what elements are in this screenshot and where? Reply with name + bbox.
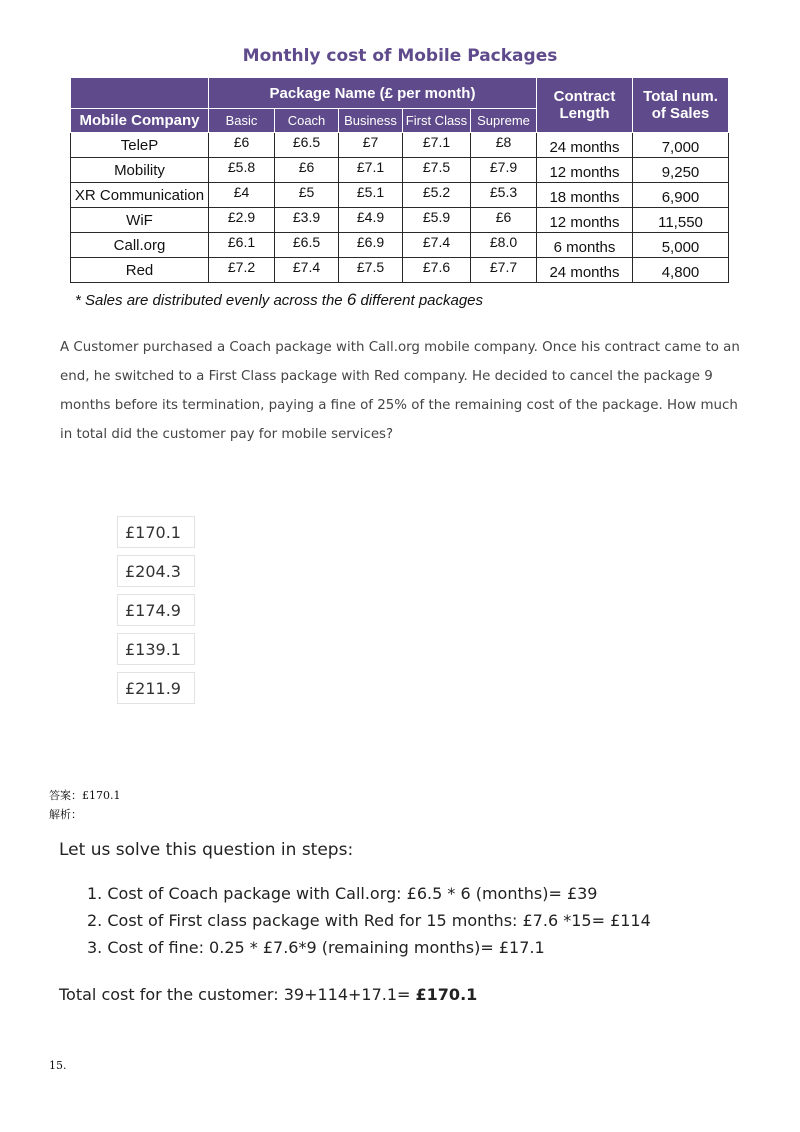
- price-cell: £7.4: [275, 258, 339, 283]
- price-cell: £8.0: [471, 233, 537, 258]
- company-cell: XR Communication: [71, 183, 209, 208]
- price-cell: £5.8: [209, 158, 275, 183]
- footnote-number: 6: [346, 290, 357, 309]
- package-header-supreme: Supreme: [471, 109, 537, 133]
- table-row: [71, 158, 729, 183]
- solution-steps: [87, 883, 651, 964]
- price-cell: £5.2: [403, 183, 471, 208]
- company-cell: Mobility: [71, 158, 209, 183]
- sales-cell: 6,900: [633, 183, 729, 208]
- question-number: 15.: [49, 1059, 67, 1072]
- option-4[interactable]: £139.1: [117, 633, 195, 665]
- table-row: [71, 258, 729, 283]
- table-row: [71, 233, 729, 258]
- price-cell: £6: [471, 208, 537, 233]
- sales-cell: 7,000: [633, 133, 729, 158]
- price-cell: £7.1: [403, 133, 471, 158]
- package-header-first-class: First Class: [403, 109, 471, 133]
- company-cell: Call.org: [71, 233, 209, 258]
- package-header-basic: Basic: [209, 109, 275, 133]
- price-cell: £7.6: [403, 258, 471, 283]
- package-header-business: Business: [339, 109, 403, 133]
- table-row: [71, 133, 729, 158]
- analysis-label: 解析：: [49, 808, 82, 821]
- solution-step-2: 2. Cost of First class package with Red for 15 months: £7.6 *15= £114: [87, 911, 651, 930]
- price-cell: £6: [275, 158, 339, 183]
- price-cell: £6.9: [339, 233, 403, 258]
- solution-total-value: £170.1: [415, 985, 478, 1004]
- package-group-header: Package Name (£ per month): [209, 78, 537, 109]
- solution-intro: Let us solve this question in steps:: [59, 840, 354, 860]
- price-cell: £2.9: [209, 208, 275, 233]
- price-cell: £6.5: [275, 233, 339, 258]
- contract-cell: 12 months: [537, 208, 633, 233]
- package-header-coach: Coach: [275, 109, 339, 133]
- price-cell: £5.9: [403, 208, 471, 233]
- sales-header-line1: Total num.: [643, 88, 718, 105]
- question-text: A Customer purchased a Coach package with Call.org mobile company. Once his contract came to an end, he switched to a First Class package with Red company. He decided to cancel the package 9 months before its termination, paying a fine of 25% of the remaining cost of the package. How much in total did the customer pay for mobile services?: [60, 340, 740, 442]
- price-cell: £6.5: [275, 133, 339, 158]
- contract-cell: 6 months: [537, 233, 633, 258]
- sales-cell: 9,250: [633, 158, 729, 183]
- contract-cell: 18 months: [537, 183, 633, 208]
- table-row: [71, 183, 729, 208]
- price-cell: £7.1: [339, 158, 403, 183]
- price-cell: £7.7: [471, 258, 537, 283]
- option-5[interactable]: £211.9: [117, 672, 195, 704]
- footnote-post: different packages: [356, 292, 484, 309]
- price-cell: £5.1: [339, 183, 403, 208]
- price-cell: £8: [471, 133, 537, 158]
- answer-line: 答案：£170.1: [49, 789, 121, 802]
- sales-cell: 5,000: [633, 233, 729, 258]
- company-header: Mobile Company: [71, 109, 209, 133]
- price-cell: £7.2: [209, 258, 275, 283]
- price-cell: £3.9: [275, 208, 339, 233]
- contract-cell: 24 months: [537, 133, 633, 158]
- company-cell: Red: [71, 258, 209, 283]
- option-3[interactable]: £174.9: [117, 594, 195, 626]
- option-2[interactable]: £204.3: [117, 555, 195, 587]
- table-row: [71, 208, 729, 233]
- contract-cell: 12 months: [537, 158, 633, 183]
- price-cell: £5.3: [471, 183, 537, 208]
- price-cell: £6: [209, 133, 275, 158]
- price-cell: £7.5: [403, 158, 471, 183]
- table-body: [71, 133, 729, 283]
- option-1[interactable]: £170.1: [117, 516, 195, 548]
- contract-header-line2: Length: [559, 105, 610, 122]
- price-cell: £5: [275, 183, 339, 208]
- price-cell: £4.9: [339, 208, 403, 233]
- price-cell: £7.5: [339, 258, 403, 283]
- header-blank-cell: [71, 78, 209, 109]
- contract-header-line1: Contract: [553, 88, 616, 105]
- solution-total: [59, 985, 477, 1004]
- sales-header-line2: of Sales: [651, 105, 710, 122]
- sales-header: [633, 78, 729, 133]
- sales-cell: 11,550: [633, 208, 729, 233]
- table-title: Monthly cost of Mobile Packages: [242, 46, 558, 66]
- price-cell: £7.4: [403, 233, 471, 258]
- solution-step-1: 1. Cost of Coach package with Call.org: £6.5 * 6 (months)= £39: [87, 884, 598, 903]
- table-footnote: [75, 290, 483, 310]
- price-cell: £6.1: [209, 233, 275, 258]
- sales-cell: 4,800: [633, 258, 729, 283]
- price-cell: £7.9: [471, 158, 537, 183]
- price-cell: £4: [209, 183, 275, 208]
- solution-total-prefix: Total cost for the customer: 39+114+17.1=: [59, 985, 416, 1004]
- company-cell: WiF: [71, 208, 209, 233]
- company-cell: TeleP: [71, 133, 209, 158]
- solution-step-3: 3. Cost of fine: 0.25 * £7.6*9 (remaining months)= £17.1: [87, 938, 545, 957]
- packages-table: [70, 77, 729, 283]
- price-cell: £7: [339, 133, 403, 158]
- contract-header: [537, 78, 633, 133]
- footnote-pre: * Sales are distributed evenly across the: [75, 292, 347, 309]
- contract-cell: 24 months: [537, 258, 633, 283]
